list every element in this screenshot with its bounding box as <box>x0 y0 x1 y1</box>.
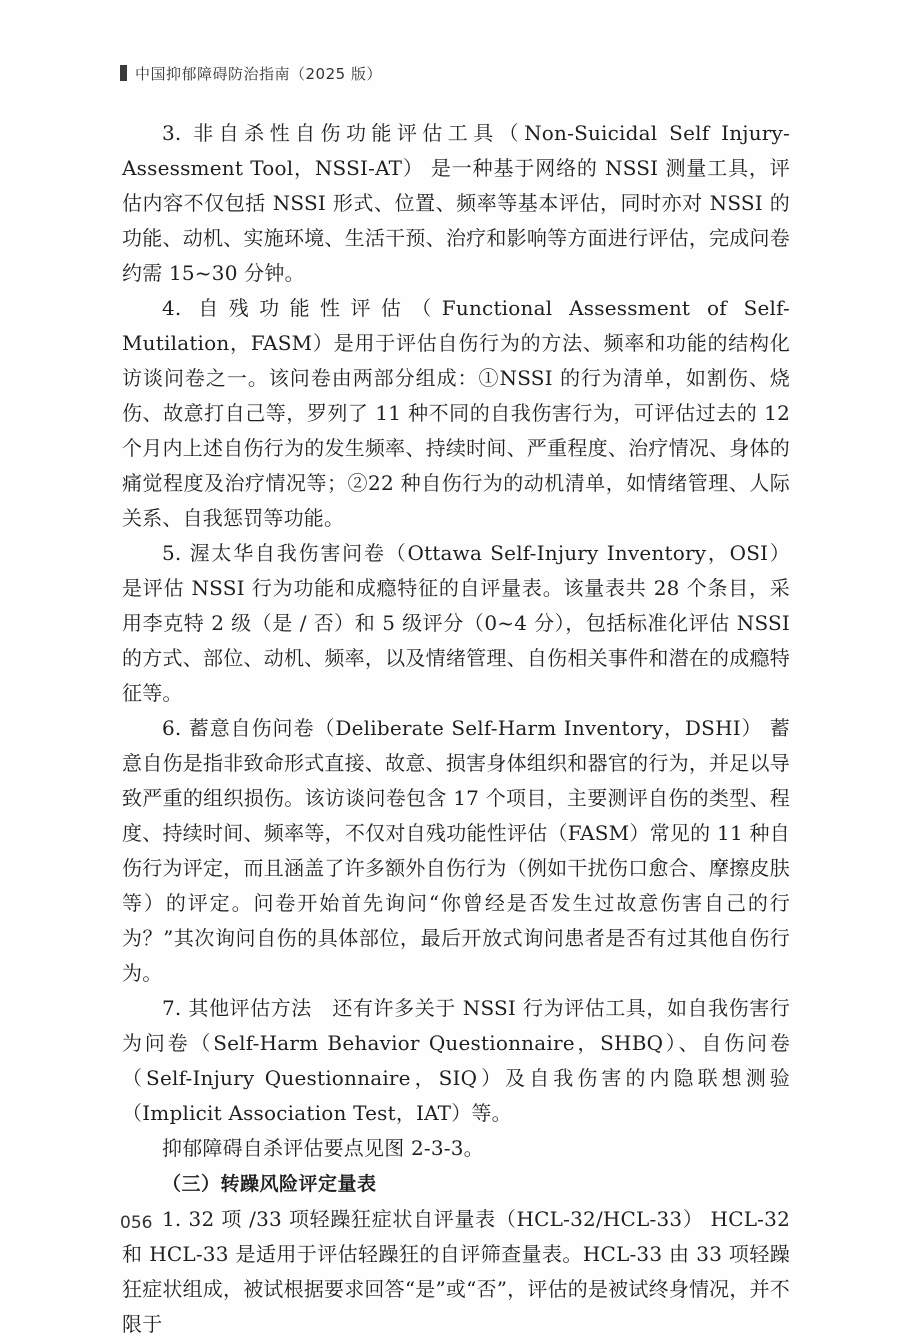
paragraph-osi: 5. 渥太华自我伤害问卷（Ottawa Self-Injury Inventory，OSI） 是评估 NSSI 行为功能和成瘾特征的自评量表。该量表共 28 个条目，采用李克特 2 级（是 / 否）和 5 级评分（0~4 分），包括标准化评估 NSSI 的方式、部位、动机、频率，以及情绪管理、自伤相关事件和潜在的成瘾特征等。 <box>122 541 790 705</box>
paragraph-figure-reference: 抑郁障碍自杀评估要点见图 2-3-3。 <box>162 1136 484 1160</box>
header-marker-bar <box>120 65 127 81</box>
paragraph-other-methods: 7. 其他评估方法 还有许多关于 NSSI 行为评估工具，如自我伤害行为问卷（Self-Harm Behavior Questionnaire，SHBQ）、自伤问卷（Self-Injury Questionnaire，SIQ）及自我伤害的内隐联想测验（Implicit Association Test，IAT）等。 <box>122 996 790 1125</box>
section-heading: （三）转躁风险评定量表 <box>162 1173 377 1195</box>
page-number: 056 <box>120 1213 153 1233</box>
paragraph-dshi: 6. 蓄意自伤问卷（Deliberate Self-Harm Inventory，DSHI） 蓄意自伤是指非致命形式直接、故意、损害身体组织和器官的行为，并足以导致严重的组织损伤。该访谈问卷包含 17 个项目，主要测评自伤的类型、程度、持续时间、频率等，不仅对自残功能性评估（FASM）常见的 11 种自伤行为评定，而且涵盖了许多额外自伤行为（例如干扰伤口愈合、摩擦皮肤等）的评定。问卷开始首先询问“你曾经是否发生过故意伤害自己的行为？”其次询问自伤的具体部位，最后开放式询问患者是否有过其他自伤行为。 <box>122 716 790 985</box>
body-text <box>122 116 790 1342</box>
paragraph-fasm: 4. 自残功能性评估（Functional Assessment of Self-Mutilation，FASM）是用于评估自伤行为的方法、频率和功能的结构化访谈问卷之一。该问卷由两部分组成：①NSSI 的行为清单，如割伤、烧伤、故意打自己等，罗列了 11 种不同的自我伤害行为，可评估过去的 12 个月内上述自伤行为的发生频率、持续时间、严重程度、治疗情况、身体的痛觉程度及治疗情况等；②22 种自伤行为的动机清单，如情绪管理、人际关系、自我惩罚等功能。 <box>122 296 790 530</box>
paragraph-nssi-at: 3. 非自杀性自伤功能评估工具（Non-Suicidal Self Injury-Assessment Tool，NSSI-AT） 是一种基于网络的 NSSI 测量工具，评估内容不仅包括 NSSI 形式、位置、频率等基本评估，同时亦对 NSSI 的功能、动机、实施环境、生活干预、治疗和影响等方面进行评估，完成问卷约需 15~30 分钟。 <box>122 121 790 285</box>
running-title: 中国抑郁障碍防治指南（2025 版） <box>135 64 382 83</box>
paragraph-hcl: 1. 32 项 /33 项轻躁狂症状自评量表（HCL-32/HCL-33） HCL-32 和 HCL-33 是适用于评估轻躁狂的自评筛查量表。HCL-33 由 33 项轻躁狂症状组成，被试根据要求回答“是”或“否”，评估的是被试终身情况，并不限于 <box>122 1207 790 1336</box>
running-header <box>120 62 382 84</box>
